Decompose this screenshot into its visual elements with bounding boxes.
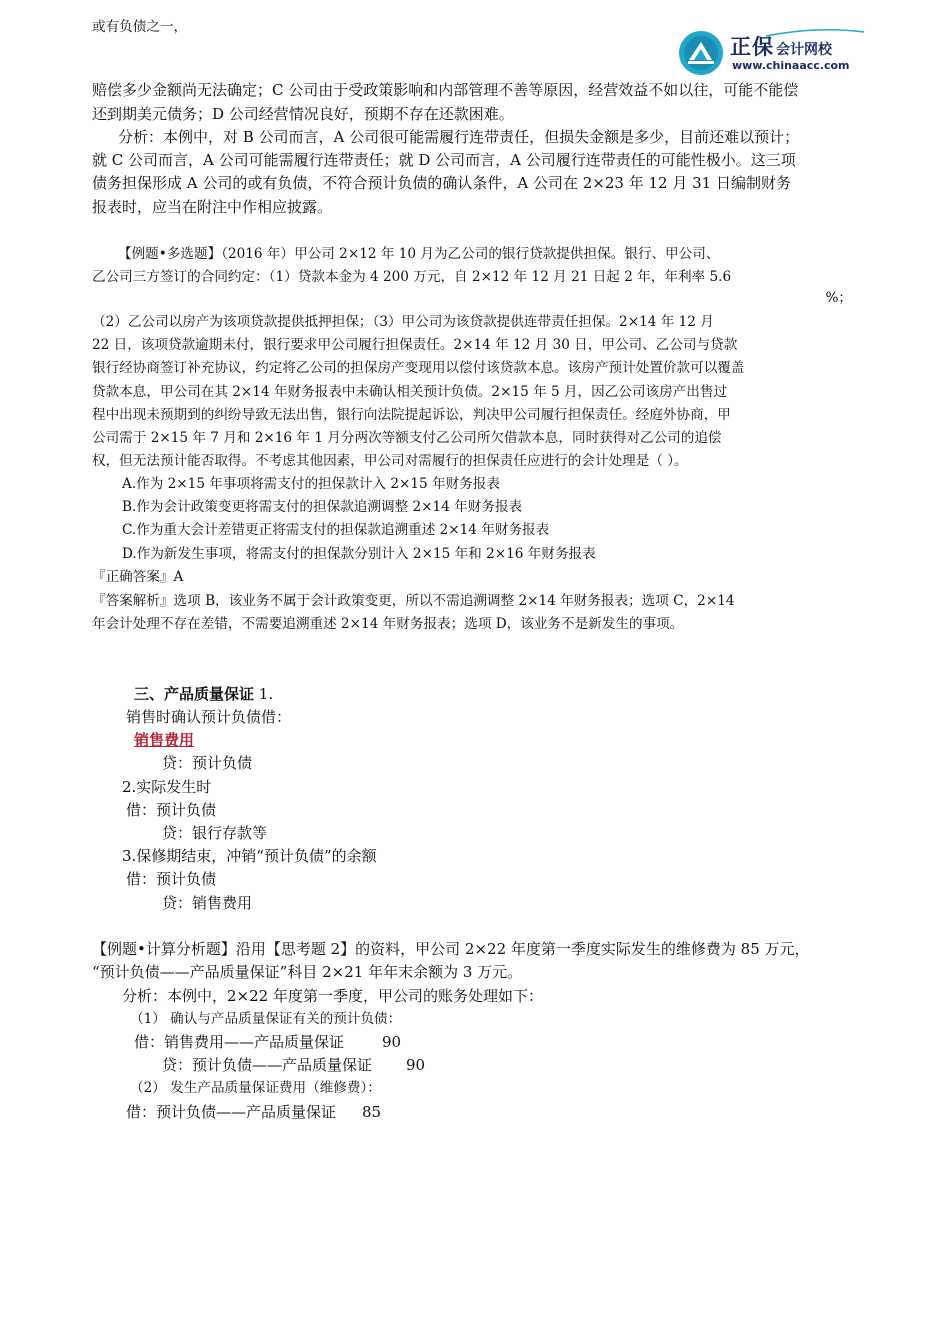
journal-line: 借：预计负债 <box>126 870 217 888</box>
question-line: 公司需于 2×15 年 7 月和 2×16 年 1 月分两次等额支付乙公司所欠借款本息，同时获得对乙公司的追偿 <box>92 430 722 446</box>
question-line: 【例题•多选题】（2016 年）甲公司 2×12 年 10 月为乙公司的银行贷款提供担保。银行、甲公司、 <box>118 246 720 262</box>
cut-off-line: 或有负债之一， <box>92 19 188 35</box>
logo-url: www.chinaacc.com <box>732 59 850 72</box>
example2-line: 【例题•计算分析题】沿用【思考题 2】的资料，甲公司 2×22 年度第一季度实际发生的维修费为 85 万元， <box>92 940 810 958</box>
question-line: 权，但无法预计能否取得。不考虑其他因素，甲公司对需履行的担保责任应进行的会计处理是（ ）。 <box>92 453 688 469</box>
journal-entry <box>126 1101 381 1123</box>
entry-amount: 85 <box>362 1103 382 1121</box>
answer-explanation: 『答案解析』选项 B，该业务不属于会计政策变更，所以不需追溯调整 2×14 年财务报表；选项 C，2×14 <box>92 593 735 609</box>
section-heading <box>134 683 273 705</box>
example2-line: “预计负债——产品质量保证”科目 2×21 年年末余额为 3 万元。 <box>92 963 523 981</box>
journal-line: 借：预计负债 <box>126 801 217 819</box>
analysis-line: 债务担保形成 A 公司的或有负债，不符合预计负债的确认条件，A 公司在 2×23 年 12 月 31 日编制财务 <box>92 174 791 192</box>
entry-account: 借：预计负债——产品质量保证 <box>126 1103 337 1121</box>
example2-line: 分析：本例中，2×22 年度第一季度，甲公司的账务处理如下： <box>122 987 543 1005</box>
logo-sub-text: 会计网校 <box>776 42 832 58</box>
selling-expense-link-text[interactable]: 销售费用 <box>134 731 195 749</box>
selling-expense-link[interactable] <box>134 729 194 751</box>
journal-line: 贷：销售费用 <box>162 894 253 912</box>
paragraph-line: 还到期美元债务；D 公司经营情况良好，预期不存在还款困难。 <box>92 105 514 123</box>
answer-explanation: 年会计处理不存在差错，不需要追溯重述 2×14 年财务报表；选项 D，该业务不是新发生的事项。 <box>92 616 684 632</box>
journal-entry <box>134 1031 401 1053</box>
question-line: %； <box>825 290 852 306</box>
journal-line: 销售时确认预计负债借： <box>126 708 292 726</box>
journal-entry <box>162 1054 425 1076</box>
question-line: 乙公司三方签订的合同约定：（1）贷款本金为 4 200 万元，自 2×12 年 12 月 21 日起 2 年，年利率 5.6 <box>92 269 732 285</box>
entry-amount: 90 <box>406 1056 426 1074</box>
example2-line: （2） 发生产品质量保证费用（维修费）： <box>130 1080 381 1096</box>
example2-line: （1） 确认与产品质量保证有关的预计负债： <box>130 1011 402 1027</box>
question-line: 银行经协商签订补充协议，约定将乙公司的担保房产变现用以偿付该贷款本息。该房产预计处置价款可以覆盖 <box>92 360 745 376</box>
paragraph-line: 赔偿多少金额尚无法确定；C 公司由于受政策影响和内部管理不善等原因，经营效益不如以往，可能不能偿 <box>92 81 799 99</box>
entry-account: 贷：预计负债——产品质量保证 <box>162 1056 373 1074</box>
journal-line: 贷：银行存款等 <box>162 824 268 842</box>
journal-line: 2.实际发生时 <box>122 778 212 796</box>
option-c: C.作为重大会计差错更正将需支付的担保款追溯重述 2×14 年财务报表 <box>122 522 550 538</box>
section-title-num: 1. <box>254 685 274 703</box>
question-line: 贷款本息，甲公司在其 2×14 年财务报表中未确认相关预计负债。2×15 年 5 月，因乙公司该房产出售过 <box>92 384 728 400</box>
correct-answer: 『正确答案』A <box>92 569 184 585</box>
chinaacc-logo <box>678 28 868 80</box>
analysis-line: 分析：本例中，对 B 公司而言，A 公司很可能需履行连带责任，但损失金额是多少，目前还难以预计； <box>118 128 800 146</box>
entry-amount: 90 <box>382 1033 402 1051</box>
option-b: B.作为会计政策变更将需支付的担保款追溯调整 2×14 年财务报表 <box>122 499 523 515</box>
analysis-line: 就 C 公司而言，A 公司可能需履行连带责任；就 D 公司而言，A 公司履行连带责任的可能性极小。这三项 <box>92 151 796 169</box>
option-a: A.作为 2×15 年事项将需支付的担保款计入 2×15 年财务报表 <box>122 476 500 492</box>
journal-line: 3.保修期结束，冲销“预计负债”的余额 <box>122 847 377 865</box>
question-line: 程中出现未预期到的纠纷导致无法出售，银行向法院提起诉讼，判决甲公司履行担保责任。经庭外协商，甲 <box>92 407 731 423</box>
logo-mark-icon <box>678 30 724 76</box>
logo-main-text: 正保 <box>730 35 774 59</box>
entry-account: 借：销售费用——产品质量保证 <box>134 1033 345 1051</box>
question-line: （2）乙公司以房产为该项贷款提供抵押担保；（3）甲公司为该贷款提供连带责任担保。2×14 年 12 月 <box>92 314 714 330</box>
option-d: D.作为新发生事项，将需支付的担保款分别计入 2×15 年和 2×16 年财务报表 <box>122 546 596 562</box>
question-line: 22 日，该项贷款逾期未付，银行要求甲公司履行担保责任。2×14 年 12 月 30 日，甲公司、乙公司与贷款 <box>92 337 738 353</box>
analysis-line: 报表时，应当在附注中作相应披露。 <box>92 198 333 216</box>
section-title: 三、产品质量保证 <box>134 685 255 703</box>
journal-line: 贷：预计负债 <box>162 754 253 772</box>
logo-text <box>730 31 832 61</box>
